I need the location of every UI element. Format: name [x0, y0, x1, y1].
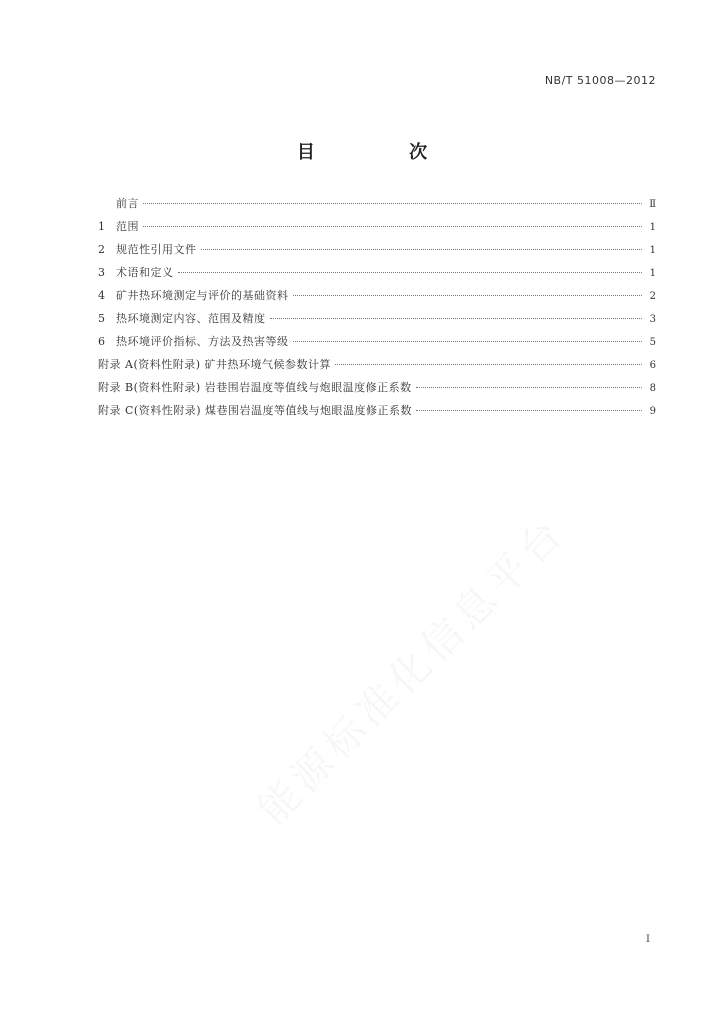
toc-entry-scope[interactable] [98, 219, 656, 242]
toc-entry-appendix-c[interactable] [98, 403, 656, 426]
toc-entry-evaluation-indicators[interactable] [98, 334, 656, 357]
toc-entry-normative-references[interactable] [98, 242, 656, 265]
toc-entry-basic-data[interactable] [98, 288, 656, 311]
toc-entry-measurement-content[interactable] [98, 311, 656, 334]
toc-entry-foreword[interactable] [98, 196, 656, 219]
toc-entry-number: 4 [98, 289, 105, 302]
toc-entry-page: 5 [649, 337, 656, 348]
toc-entry-label: 热环境评价指标、方法及热害等级 [116, 335, 289, 348]
toc-entry-page: 1 [649, 222, 656, 233]
toc-entry-terms-definitions[interactable] [98, 265, 656, 288]
toc-entry-page: 1 [649, 245, 656, 256]
toc-entry-label: 规范性引用文件 [116, 243, 197, 256]
toc-title: 目 次 [296, 142, 472, 163]
toc-entry-number: 5 [98, 312, 105, 325]
toc-entry-page: 6 [649, 360, 656, 371]
toc-entry-page: 2 [649, 291, 656, 302]
toc-leader-dots [270, 318, 643, 319]
toc-entry-number: 6 [98, 335, 105, 348]
toc-entry-label: 附录 A(资料性附录) 矿井热环境气候参数计算 [98, 358, 332, 371]
toc-entry-appendix-b[interactable] [98, 380, 656, 403]
toc-leader-dots [335, 364, 642, 365]
table-of-contents [98, 196, 656, 426]
watermark [206, 464, 614, 872]
toc-leader-dots [178, 272, 643, 273]
toc-entry-page: 1 [649, 268, 656, 279]
toc-leader-dots [143, 203, 642, 204]
toc-entry-appendix-a[interactable] [98, 357, 656, 380]
toc-entry-label: 前言 [116, 197, 139, 210]
toc-entry-number: 3 [98, 266, 105, 279]
toc-entry-page: 3 [649, 314, 656, 325]
toc-entry-label: 附录 B(资料性附录) 岩巷围岩温度等值线与炮眼温度修正系数 [98, 381, 412, 394]
toc-entry-label: 附录 C(资料性附录) 煤巷围岩温度等值线与炮眼温度修正系数 [98, 404, 412, 417]
page-number: I [646, 934, 650, 945]
toc-leader-dots [201, 249, 643, 250]
toc-entry-label: 热环境测定内容、范围及精度 [116, 312, 266, 325]
toc-entry-number: 1 [98, 220, 105, 233]
toc-entry-label: 范围 [116, 220, 139, 233]
standard-code: NB/T 51008—2012 [544, 74, 656, 87]
toc-entry-label: 术语和定义 [116, 266, 174, 279]
toc-leader-dots [416, 387, 642, 388]
toc-leader-dots [416, 410, 642, 411]
toc-entry-number: 2 [98, 243, 105, 256]
toc-entry-page: 8 [649, 383, 656, 394]
toc-entry-label: 矿井热环境测定与评价的基础资料 [116, 289, 289, 302]
toc-leader-dots [293, 341, 643, 342]
toc-leader-dots [143, 226, 642, 227]
toc-entry-page: 9 [649, 406, 656, 417]
toc-leader-dots [293, 295, 643, 296]
toc-entry-page: Ⅱ [649, 199, 656, 210]
